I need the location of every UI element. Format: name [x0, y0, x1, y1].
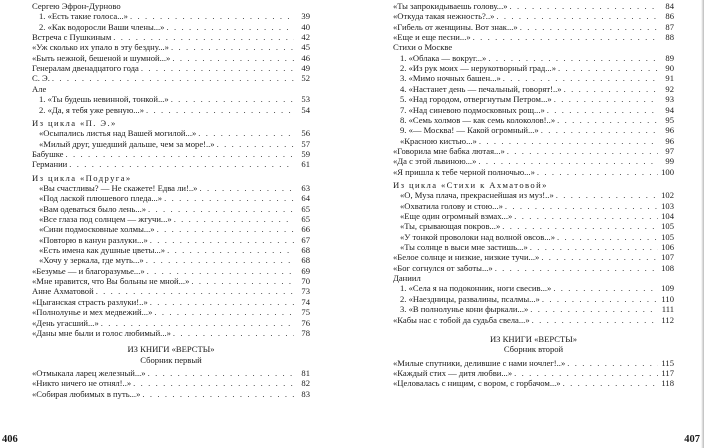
toc-leader-dots: [505, 201, 658, 212]
toc-entry-page: 84: [665, 1, 674, 11]
toc-entry-page: 45: [301, 42, 310, 53]
toc-entry-title: Анне Ахматовой: [32, 286, 94, 297]
toc-entry: [32, 307, 310, 318]
toc-entry-title: Даниил: [393, 273, 421, 284]
toc-entry: [393, 315, 674, 326]
toc-entry: [393, 63, 674, 74]
toc-cycle-heading: [32, 118, 310, 129]
toc-entry-page: 100: [661, 166, 674, 177]
toc-leader-dots: [554, 94, 658, 105]
toc-entry: [393, 156, 674, 167]
toc-entry-title: «Безумье — и благоразумье...»: [32, 265, 145, 276]
toc-entry-title: 8. «Семь холмов — как семь колоколов!..»: [400, 114, 556, 125]
toc-entry: [393, 146, 674, 157]
toc-entry: [32, 245, 310, 256]
toc-leader-dots: [510, 1, 658, 12]
toc-entry: [393, 242, 674, 253]
toc-entry-title: «Есть имена как душные цветы...»: [39, 245, 166, 256]
toc-entry-page: 105: [661, 231, 674, 242]
toc-leader-dots: [557, 232, 658, 243]
toc-entry: [393, 232, 674, 243]
toc-entry: [32, 255, 310, 266]
toc-leader-dots: [478, 156, 658, 167]
toc-entry-page: 108: [661, 262, 674, 273]
toc-entry: [393, 115, 674, 126]
toc-entry-page: 96: [665, 135, 674, 146]
toc-entry-title: 2. «Из рук моих — нерукотворный град...»: [400, 63, 557, 74]
toc-leader-dots: [530, 304, 658, 315]
toc-leader-dots: [157, 224, 294, 235]
toc-entry: [32, 159, 310, 170]
toc-leader-dots: [479, 136, 658, 147]
toc-entry-page: 117: [661, 367, 674, 378]
toc-entry-title: 5. «Над городом, отвергнутым Петром...»: [400, 94, 552, 105]
right-page-number: 407: [684, 434, 700, 445]
toc-entry-page: 90: [665, 63, 674, 74]
toc-entry-page: 81: [301, 367, 310, 378]
toc-entry-title: «Сини подмосковные холмы...»: [39, 224, 155, 235]
toc-entry-title: Бабушке: [32, 148, 64, 159]
toc-entry: [32, 84, 310, 95]
toc-entry: [32, 94, 310, 105]
toc-entry: [393, 22, 674, 33]
toc-entry-title: ИЗ КНИГИ «ВЕРСТЫ»: [489, 333, 578, 344]
toc-entry-page: 93: [665, 94, 674, 105]
toc-entry-page: 89: [665, 52, 674, 63]
toc-entry-title: «Под лаской плюшевого пледа...»: [39, 193, 163, 204]
toc-entry-page: 69: [301, 265, 310, 276]
toc-entry-title: Але: [32, 83, 47, 94]
toc-entry-page: 94: [665, 104, 674, 115]
toc-entry-title: «Белое солнце и низкие, низкие тучи...»: [393, 252, 540, 263]
toc-entry-page: 76: [301, 317, 310, 328]
toc-leader-dots: [558, 63, 658, 74]
toc-leader-dots: [541, 252, 658, 263]
toc-leader-dots: [69, 159, 294, 170]
toc-entry: [393, 221, 674, 232]
toc-entry: [32, 128, 310, 139]
toc-entry-title: «Мне нравится, что Вы больны не мной...»: [32, 276, 190, 287]
toc-entry-page: 87: [665, 21, 674, 32]
toc-leader-dots: [557, 115, 658, 126]
toc-entry-page: 115: [661, 357, 674, 368]
toc-entry: [393, 105, 674, 116]
toc-section-heading: [32, 344, 310, 355]
toc-entry-title: «Никто ничего не отнял!..»: [32, 378, 132, 389]
toc-entry-title: «Вы счастливы? — Не скажете! Едва ли!..»: [39, 182, 198, 193]
toc-entry-title: «Охватила голову и стою...»: [400, 200, 503, 211]
toc-entry: [32, 328, 310, 339]
toc-entry-page: 61: [301, 159, 310, 170]
toc-leader-dots: [154, 307, 294, 318]
toc-entry-title: Германии: [32, 159, 68, 170]
toc-entry-page: 49: [301, 63, 310, 74]
toc-entry-title: «Цыганская страсть разлуки!..»: [32, 296, 148, 307]
toc-entry: [32, 389, 310, 400]
toc-leader-dots: [142, 389, 294, 400]
toc-entry-title: «Я пришла к тебе черной полночью...»: [393, 166, 535, 177]
toc-entry-page: 78: [301, 327, 310, 338]
toc-entry: [32, 297, 310, 308]
toc-entry: [32, 286, 310, 297]
toc-entry: [393, 167, 674, 178]
toc-leader-dots: [146, 105, 294, 116]
toc-entry-page: 67: [301, 234, 310, 245]
toc-leader-dots: [174, 214, 294, 225]
toc-leader-dots: [173, 328, 294, 339]
toc-entry-title: «Бог согнулся от заботы...»: [393, 262, 493, 273]
toc-entry-title: Из цикла «Подруга»: [32, 172, 132, 183]
toc-leader-dots: [514, 211, 658, 222]
toc-leader-dots: [520, 22, 658, 33]
toc-entry-title: «День угасший...»: [32, 317, 99, 328]
toc-entry: [393, 283, 674, 294]
toc-entry-title: 2. «Наездницы, развалины, псалмы...»: [400, 293, 540, 304]
toc-leader-dots: [503, 73, 658, 84]
toc-entry: [393, 211, 674, 222]
toc-entry-title: Встреча с Пушкиным: [32, 32, 112, 43]
toc-section-heading: [393, 344, 674, 355]
toc-entry-title: Сергею Эфрон-Дурново: [32, 1, 121, 11]
toc-entry-title: «Ты, срывающая покров...»: [400, 221, 501, 232]
toc-leader-dots: [166, 22, 294, 33]
toc-entry-page: 59: [301, 148, 310, 159]
toc-entry-page: 91: [665, 73, 674, 84]
toc-entry-page: 105: [661, 221, 674, 232]
toc-leader-dots: [130, 11, 294, 22]
toc-entry-page: 118: [661, 378, 674, 389]
toc-entry-page: 70: [301, 276, 310, 287]
toc-leader-dots: [473, 32, 658, 43]
toc-entry-title: «Уж сколько их упало в эту бездну...»: [32, 42, 169, 53]
toc-leader-dots: [199, 183, 294, 194]
toc-entry-title: «Милые спутники, делившие с нами ночлег!..»: [393, 357, 566, 368]
toc-entry: [393, 136, 674, 147]
toc-cycle-heading: [32, 173, 310, 184]
toc-entry-title: «Еще и еще песни...»: [393, 32, 471, 43]
toc-entry-title: 1. «Облака — вокруг...»: [400, 52, 487, 63]
toc-entry-title: С. Э.: [32, 73, 50, 84]
toc-entry-page: 54: [301, 104, 310, 115]
toc-entry-title: «Красною кистью...»: [400, 135, 477, 146]
toc-entry: [393, 125, 674, 136]
toc-entry-page: 66: [301, 224, 310, 235]
toc-leader-dots: [537, 167, 658, 178]
toc-entry: [393, 358, 674, 369]
toc-entry: [393, 11, 674, 22]
toc-leader-dots: [191, 276, 294, 287]
toc-entry-title: 3. «В полнолунье кони фыркали...»: [400, 304, 529, 315]
toc-leader-dots: [65, 149, 294, 160]
toc-entry: [32, 73, 310, 84]
toc-entry: [393, 73, 674, 84]
toc-leader-dots: [52, 73, 294, 84]
toc-entry-title: «Говорила мне бабка лютая...»: [393, 145, 505, 156]
toc-leader-dots: [148, 204, 294, 215]
toc-entry: [32, 368, 310, 379]
toc-leader-dots: [146, 255, 294, 266]
toc-entry: [32, 224, 310, 235]
toc-entry-title: «Гибель от женщины. Вот знак...»: [393, 21, 518, 32]
toc-leader-dots: [96, 286, 294, 297]
toc-entry-title: «Ты запрокидываешь голову...»: [393, 1, 508, 11]
toc-entry: [393, 304, 674, 315]
toc-entry-title: 1. «Ты будешь невинной, тонкой...»: [39, 94, 169, 105]
toc-entry-title: Из цикла «П. Э.»: [32, 117, 117, 128]
toc-entry-title: 1. «Есть такие голоса...»: [39, 11, 128, 22]
toc-entry: [393, 273, 674, 284]
toc-entry-page: 103: [661, 200, 674, 211]
toc-entry-page: 65: [301, 203, 310, 214]
toc-entry-page: 99: [665, 156, 674, 167]
toc-entry-title: Из цикла «Стихи к Ахматовой»: [393, 179, 548, 190]
toc-entry-title: «Быть нежной, бешеной и шумной...»: [32, 52, 171, 63]
toc-entry-title: 3. «Мимо ночных башен...»: [400, 73, 501, 84]
toc-entry: [32, 53, 310, 64]
toc-leader-dots: [567, 358, 658, 369]
toc-entry: [393, 201, 674, 212]
toc-entry: [32, 149, 310, 160]
toc-entry-page: 57: [301, 138, 310, 149]
toc-entry-page: 68: [301, 255, 310, 266]
toc-leader-dots: [542, 294, 658, 305]
toc-entry-page: 97: [665, 145, 674, 156]
toc-entry-page: 111: [661, 304, 674, 315]
toc-entry: [393, 252, 674, 263]
toc-entry-page: 53: [301, 94, 310, 105]
toc-entry-title: 7. «Над синевою подмосковных рощ...»: [400, 104, 545, 115]
toc-entry: [32, 22, 310, 33]
toc-entry-page: 107: [661, 252, 674, 263]
toc-entry-title: «Целовалась с нищим, с вором, с горбачом...»: [393, 378, 561, 389]
toc-leader-dots: [101, 318, 294, 329]
toc-entry: [32, 318, 310, 329]
toc-leader-dots: [171, 94, 294, 105]
toc-leader-dots: [171, 42, 294, 53]
toc-entry-page: 56: [301, 128, 310, 139]
toc-leader-dots: [488, 53, 658, 64]
toc-entry-page: 68: [301, 245, 310, 256]
toc-leader-dots: [172, 53, 294, 64]
toc-entry: [32, 204, 310, 215]
toc-entry-title: «Собирая любимых в путь...»: [32, 388, 141, 399]
toc-entry-title: Сборник второй: [503, 344, 564, 355]
toc-entry-page: 86: [665, 11, 674, 22]
toc-entry-title: «Хочу у зеркала, где муть...»: [39, 255, 144, 266]
toc-entry-page: 75: [301, 307, 310, 318]
toc-section-heading: [393, 334, 674, 345]
toc-leader-dots: [495, 263, 658, 274]
toc-entry-page: 95: [665, 114, 674, 125]
toc-entry-page: 109: [661, 283, 674, 294]
toc-entry: [32, 105, 310, 116]
toc-entry-title: Сборник первый: [140, 354, 202, 365]
toc-entry: [393, 190, 674, 201]
toc-entry: [32, 139, 310, 150]
toc-entry-page: 82: [301, 378, 310, 389]
toc-entry: [32, 1, 310, 12]
toc-entry: [32, 276, 310, 287]
left-page-number: 406: [2, 434, 18, 445]
toc-entry-page: 92: [665, 83, 674, 94]
toc-entry: [32, 63, 310, 74]
toc-entry: [393, 32, 674, 43]
toc-entry-title: 1. «Села я на подоконник, ноги свесив...»: [400, 283, 552, 294]
toc-entry-title: 2. «Как водоросли Ваши члены...»: [39, 21, 165, 32]
toc-entry-page: 83: [301, 388, 310, 399]
toc-entry-page: 96: [665, 125, 674, 136]
toc-entry-title: «Все глаза под солнцем — жгучи...»: [39, 214, 172, 224]
toc-entry-title: Генералам двенадцатого года: [32, 63, 139, 74]
toc-leader-dots: [150, 235, 294, 246]
toc-entry-title: 9. «— Москва! — Какой огромный...»: [400, 125, 539, 136]
toc-entry: [393, 263, 674, 274]
toc-leader-dots: [113, 32, 294, 43]
toc-entry: [393, 1, 674, 12]
toc-entry-title: «Откуда такая нежность?..»: [393, 11, 495, 22]
toc-entry: [393, 84, 674, 95]
toc-entry-title: «Полнолунье и мех медвежий...»: [32, 307, 153, 318]
toc-entry-title: 2. «Да, я тебя уже ревную...»: [39, 104, 144, 115]
toc-entry-title: ИЗ КНИГИ «ВЕРСТЫ»: [127, 344, 215, 355]
toc-entry-page: 64: [301, 193, 310, 204]
toc-leader-dots: [547, 105, 658, 116]
toc-leader-dots: [164, 193, 294, 204]
toc-entry-title: «Вам одеваться было лень...»: [39, 203, 147, 214]
toc-entry-page: 88: [665, 32, 674, 43]
toc-entry: [393, 42, 674, 53]
toc-entry-page: 52: [301, 73, 310, 84]
toc-entry: [32, 11, 310, 22]
toc-entry-title: «Даны мне были и голос любимый...»: [32, 327, 171, 338]
toc-entry-title: «Отмыкала ларец железный...»: [32, 367, 146, 378]
toc-leader-dots: [198, 128, 294, 139]
toc-entry: [393, 94, 674, 105]
toc-leader-dots: [148, 368, 294, 379]
toc-entry-title: «Да с этой львиною...»: [393, 156, 477, 167]
toc-leader-dots: [217, 139, 294, 150]
toc-entry: [32, 235, 310, 246]
toc-entry: [393, 368, 674, 379]
toc-leader-dots: [147, 266, 294, 277]
toc-entry-title: 4. «Настанет день — печальный, говорят!..»: [400, 83, 562, 94]
toc-leader-dots: [553, 283, 658, 294]
toc-entry: [32, 214, 310, 225]
toc-leader-dots: [564, 84, 658, 95]
toc-leader-dots: [496, 11, 658, 22]
toc-entry-page: 46: [301, 52, 310, 63]
toc-entry-title: «Каждый стих — дитя любви...»: [393, 367, 513, 378]
toc-entry: [32, 42, 310, 53]
toc-leader-dots: [530, 242, 658, 253]
toc-entry-page: 112: [661, 314, 674, 325]
toc-entry: [393, 378, 674, 389]
toc-entry-page: 74: [301, 296, 310, 307]
toc-entry-page: 63: [301, 182, 310, 193]
toc-entry-page: 106: [661, 242, 674, 253]
toc-leader-dots: [167, 245, 294, 256]
toc-entry-title: «Еще один огромный взмах...»: [400, 211, 513, 221]
toc-entry: [32, 32, 310, 43]
toc-section-heading: [32, 355, 310, 366]
toc-entry-title: «Осыпались листья над Вашей могилой...»: [39, 128, 197, 139]
toc-leader-dots: [532, 315, 658, 326]
toc-entry-title: «У тонкой проволоки над волной овсов...»: [400, 231, 555, 242]
toc-leader-dots: [514, 368, 658, 379]
toc-entry-page: 65: [301, 214, 310, 224]
toc-entry: [32, 378, 310, 389]
toc-entry-page: 104: [661, 211, 674, 221]
toc-entry: [393, 294, 674, 305]
toc-entry: [32, 266, 310, 277]
toc-entry-page: 42: [301, 32, 310, 43]
toc-leader-dots: [150, 297, 294, 308]
toc-entry-page: 40: [301, 21, 310, 32]
toc-entry-title: «Милый друг, ушедший дальше, чем за море!..»: [39, 138, 215, 149]
toc-entry-page: 39: [301, 11, 310, 22]
toc-leader-dots: [502, 221, 658, 232]
toc-entry-title: «Кабы нас с тобой да судьба свела...»: [393, 314, 530, 325]
toc-entry-page: 110: [661, 293, 674, 304]
toc-leader-dots: [556, 190, 658, 201]
toc-entry-title: «Ты солнце в выси мне застишь...»: [400, 242, 528, 253]
toc-entry: [32, 183, 310, 194]
toc-entry-title: «Повторю в канун разлуки...»: [39, 234, 148, 245]
toc-cycle-heading: [393, 180, 674, 191]
toc-leader-dots: [133, 378, 294, 389]
toc-leader-dots: [141, 63, 294, 74]
toc-leader-dots: [541, 125, 658, 136]
toc-leader-dots: [507, 146, 658, 157]
toc-entry: [393, 53, 674, 64]
toc-entry: [32, 193, 310, 204]
toc-leader-dots: [563, 378, 658, 389]
toc-entry-title: «О, Муза плача, прекраснейшая из муз!..»: [400, 190, 554, 201]
toc-entry-title: Стихи о Москве: [393, 42, 453, 53]
toc-entry-page: 73: [301, 286, 310, 297]
toc-entry-page: 102: [661, 190, 674, 201]
